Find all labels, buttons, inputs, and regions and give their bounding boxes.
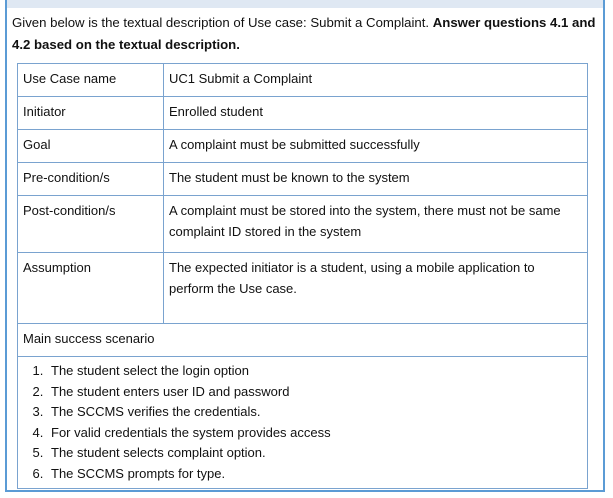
label-cell: Pre-condition/s — [18, 163, 164, 196]
row-goal — [18, 130, 588, 163]
step-item: 1. The student select the login option — [47, 361, 581, 382]
value-cell: UC1 Submit a Complaint — [164, 64, 588, 97]
step-item: 3. The SCCMS verifies the credentials. — [47, 402, 581, 423]
steps-cell — [18, 357, 588, 489]
step-item: 6. The SCCMS prompts for type. — [47, 464, 581, 485]
row-post-conditions — [18, 196, 588, 253]
value-cell: A complaint must be submitted successfully — [164, 130, 588, 163]
row-main-scenario-steps — [18, 357, 588, 489]
label-cell: Use Case name — [18, 64, 164, 97]
value-cell: A complaint must be stored into the system, there must not be same complaint ID stored in the system — [164, 196, 588, 253]
row-use-case-name — [18, 64, 588, 97]
step-item: 5. The student selects complaint option. — [47, 443, 581, 464]
intro-text: Given below is the textual description of Use case: Submit a Complaint. — [12, 15, 433, 30]
label-cell: Assumption — [18, 253, 164, 324]
step-item: 2. The student enters user ID and password — [47, 382, 581, 403]
row-pre-conditions — [18, 163, 588, 196]
value-cell: Enrolled student — [164, 97, 588, 130]
step-item: 4. For valid credentials the system provides access — [47, 423, 581, 444]
steps-list — [23, 361, 581, 484]
intro-instruction: Answer questions 4.1 and 4.2 based on the textual description. — [12, 15, 596, 52]
intro-paragraph — [12, 12, 604, 56]
label-cell: Initiator — [18, 97, 164, 130]
label-cell: Goal — [18, 130, 164, 163]
row-assumption — [18, 253, 588, 324]
use-case-table — [17, 63, 588, 489]
row-initiator — [18, 97, 588, 130]
label-cell: Post-condition/s — [18, 196, 164, 253]
main-scenario-header: Main success scenario — [18, 324, 588, 357]
row-main-scenario-header — [18, 324, 588, 357]
value-cell: The expected initiator is a student, using a mobile application to perform the Use case. — [164, 253, 588, 324]
value-cell: The student must be known to the system — [164, 163, 588, 196]
